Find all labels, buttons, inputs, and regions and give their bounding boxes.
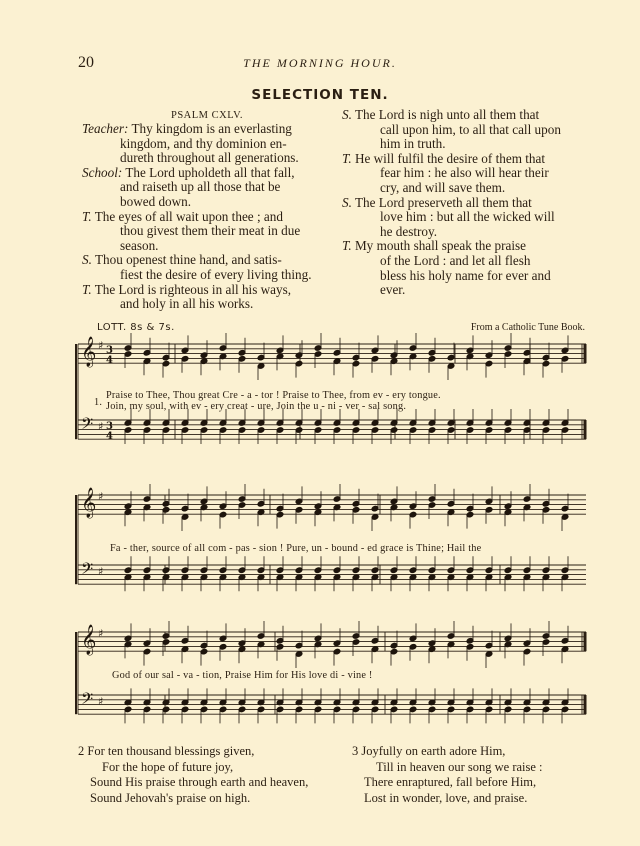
sharp-key-icon: ♯ (98, 627, 104, 640)
stanza-number: 3 (352, 744, 359, 758)
stanza-3: 3 Joyfully on earth adore Him, Till in heaven our song we raise : There enraptured, fall before Him, Lost in wonder, love, and praise. (352, 744, 543, 805)
speaker-label: T. (342, 238, 352, 254)
verse: T. My mouth shall speak the praise of the Lord : and let all flesh bless his holy name for ever and ever. (342, 238, 551, 298)
lyric-line: Fa - ther, source of all com - pas - sion ! Pure, un - bound - ed grace is Thine; Hail the (110, 543, 482, 554)
lyric-line: Praise to Thee, Thou great Cre - a - tor ! Praise to Thee, from ev - ery tongue. (106, 390, 441, 401)
speaker-label: T. (82, 208, 92, 224)
speaker-label: T. (342, 150, 352, 166)
running-head: THE MORNING HOUR. (243, 56, 397, 70)
speaker-label: School: (82, 164, 123, 180)
speaker-label: S. (342, 194, 352, 210)
verse: T. The Lord is righteous in all his ways, and holy in all his works. (82, 281, 292, 312)
tune-source: From a Catholic Tune Book. (470, 322, 585, 333)
verse: Teacher: Thy kingdom is an everlasting kingdom, and thy dominion en- dureth throughout all generations. (82, 121, 299, 166)
lyric-line: God of our sal - va - tion, Praise Him for His love di - vine ! (112, 670, 373, 681)
sharp-key-icon: ♯ (98, 565, 104, 578)
sharp-key-icon: ♯ (98, 339, 104, 352)
verse: T. The eyes of all wait upon thee ; and thou givest them their meat in due season. (82, 208, 301, 253)
bass-clef-icon: 𝄢 (81, 690, 94, 712)
bass-clef-icon: 𝄢 (81, 560, 94, 582)
speaker-label: Teacher: (82, 121, 129, 136)
treble-clef-icon: 𝄞 (81, 625, 97, 655)
time-signature: 3 (106, 421, 113, 432)
speaker-label: S. (342, 107, 352, 122)
time-signature: 3 (106, 345, 113, 356)
speaker-label: S. (82, 252, 92, 268)
sharp-key-icon: ♯ (98, 490, 104, 503)
lyric-line: Join, my soul, with ev - ery creat - ure, Join the u - ni - ver - sal song. (106, 401, 407, 412)
stanza-number: 2 (78, 744, 85, 758)
verse: S. Thou openest thine hand, and satis- fiest the desire of every living thing. (82, 252, 312, 282)
time-signature: 4 (106, 355, 113, 366)
sharp-key-icon: ♯ (98, 695, 104, 708)
tune-name: LOTT. 8s & 7s. (97, 322, 175, 333)
selection-title: SELECTION TEN. (251, 87, 389, 103)
sharp-key-icon: ♯ (98, 420, 104, 433)
time-signature: 4 (106, 431, 113, 442)
verse: S. The Lord is nigh unto all them that call upon him, to all that call upon him in truth. (342, 107, 561, 152)
psalm-heading: PSALM CXLV. (171, 110, 244, 121)
treble-clef-icon: 𝄞 (81, 488, 97, 518)
treble-clef-icon: 𝄞 (81, 337, 97, 367)
verse: School: The Lord upholdeth all that fall, and raiseth up all those that be bowed down. (82, 164, 295, 209)
bass-clef-icon: 𝄢 (81, 415, 94, 437)
page-number: 20 (78, 54, 94, 71)
speaker-label: T. (82, 281, 92, 297)
stanza-2: 2 For ten thousand blessings given, For the hope of future joy, Sound His praise through earth and heaven, Sound Jehovah's praise on high. (78, 744, 309, 805)
verse-number: 1. (94, 397, 103, 408)
verse: T. He will fulfil the desire of them that fear him : he also will hear their cry, and will save them. (342, 150, 549, 195)
verse: S. The Lord preserveth all them that love him : but all the wicked will he destroy. (342, 194, 555, 239)
